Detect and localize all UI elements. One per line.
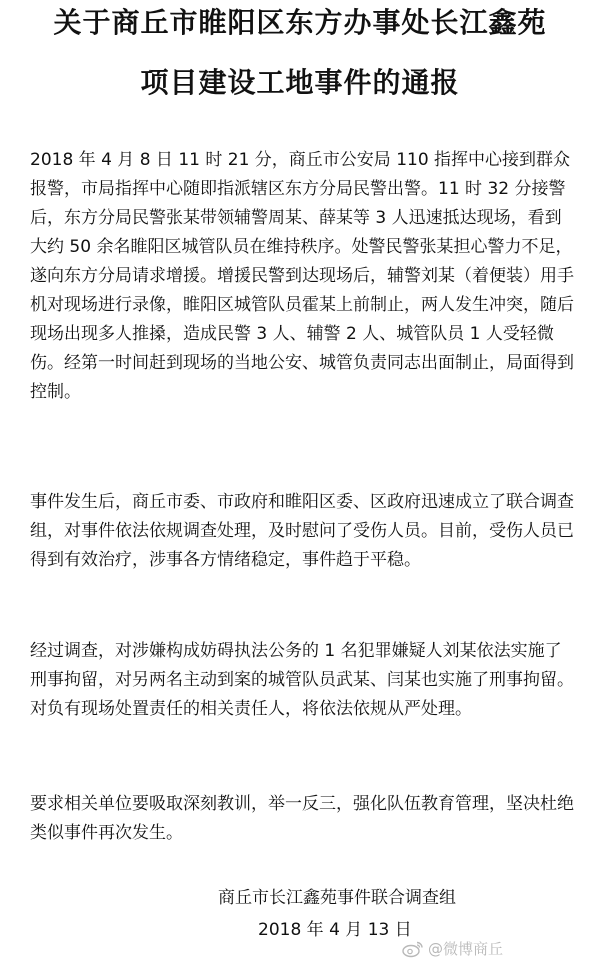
document-title-line-1: 关于商丘市睢阳区东方办事处长江鑫苑 [53,6,547,39]
watermark-text: @微博商丘 [428,940,504,958]
paragraph-response: 事件发生后，商丘市委、市政府和睢阳区委、区政府迅速成立了联合调查组，对事件依法依规调查处理，及时慰问了受伤人员。目前，受伤人员已得到有效治疗，涉事各方情绪稳定，事件趋于平稳。 [30,492,574,570]
paragraph-requirement: 要求相关单位要吸取深刻教训，举一反三，强化队伍教育管理，坚决杜绝类似事件再次发生。 [30,794,574,843]
document-title-line-2: 项目建设工地事件的通报 [140,66,460,99]
signature-organization: 商丘市长江鑫苑事件联合调查组 [218,888,456,908]
paragraph-investigation: 经过调查，对涉嫌构成妨碍执法公务的 1 名犯罪嫌疑人刘某依法实施了刑事拘留，对另两名主动到案的城管队员武某、闫某也实施了刑事拘留。对负有现场处置责任的相关责任人，将依法依规从严处理。 [30,641,574,719]
signature-date: 2018 年 4 月 13 日 [258,920,412,940]
paragraph-incident: 2018 年 4 月 8 日 11 时 21 分，商丘市公安局 110 指挥中心接到群众报警，市局指挥中心随即指派辖区东方分局民警出警。11 时 32 分接警后，东方分局民警张某带领辅警周某、薛某等 3 人迅速抵达现场，看到大约 50 余名睢阳区城管队员在维持秩序。处警民警张某担心警力不足，遂向东方分局请求增援。增援民警到达现场后，辅警刘某（着便装）用手机对现场进行录像，睢阳区城管队员霍某上前制止，两人发生冲突，随后现场出现多人推搡，造成民警 3 人、辅警 2 人、城管队员 1 人受轻微伤。经第一时间赶到现场的当地公安、城管负责同志出面制止，局面得到控制。 [30,150,574,402]
weibo-watermark [402,938,503,959]
weibo-icon [402,940,424,958]
